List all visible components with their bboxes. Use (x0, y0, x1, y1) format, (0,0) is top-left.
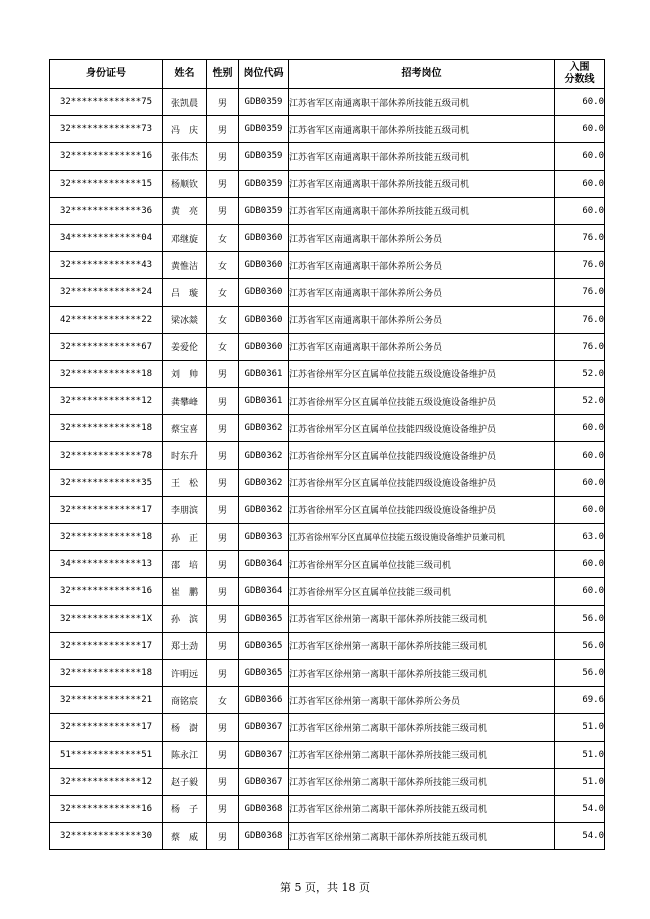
cell-name: 崔 鹏 (163, 578, 207, 605)
cell-code: GDB0366 (239, 687, 289, 714)
cell-score: 51.0 (555, 714, 605, 741)
cell-position: 江苏省军区南通离职干部休养所技能五级司机 (289, 89, 555, 116)
cell-position: 江苏省军区南通离职干部休养所技能五级司机 (289, 116, 555, 143)
cell-gender: 男 (207, 795, 239, 822)
cell-id: 32*************18 (50, 524, 163, 551)
cell-position: 江苏省徐州军分区直属单位技能三级司机 (289, 551, 555, 578)
table-row (50, 496, 605, 523)
table-row (50, 388, 605, 415)
cell-position: 江苏省军区南通离职干部休养所公务员 (289, 279, 555, 306)
cell-code: GDB0365 (239, 605, 289, 632)
cell-gender: 男 (207, 496, 239, 523)
table-row (50, 306, 605, 333)
cell-code: GDB0362 (239, 496, 289, 523)
table-row (50, 197, 605, 224)
cell-position: 江苏省军区徐州第二离职干部休养所技能三级司机 (289, 741, 555, 768)
header-score-line2: 分数线 (564, 74, 595, 85)
table-row (50, 687, 605, 714)
cell-score: 60.0 (555, 469, 605, 496)
table-row (50, 768, 605, 795)
cell-gender: 男 (207, 823, 239, 850)
cell-code: GDB0367 (239, 741, 289, 768)
cell-name: 刘 帅 (163, 360, 207, 387)
cell-code: GDB0359 (239, 116, 289, 143)
header-name: 姓名 (163, 60, 207, 89)
cell-name: 梁冰燚 (163, 306, 207, 333)
cell-score: 56.0 (555, 605, 605, 632)
cell-name: 张伟杰 (163, 143, 207, 170)
cell-position: 江苏省军区南通离职干部休养所公务员 (289, 252, 555, 279)
table-header-row (50, 60, 605, 89)
cell-gender: 男 (207, 442, 239, 469)
cell-id: 32*************24 (50, 279, 163, 306)
cell-gender: 男 (207, 741, 239, 768)
table-row (50, 333, 605, 360)
cell-id: 51*************51 (50, 741, 163, 768)
cell-name: 孙 正 (163, 524, 207, 551)
cell-position: 江苏省军区南通离职干部休养所技能五级司机 (289, 197, 555, 224)
cell-code: GDB0360 (239, 252, 289, 279)
cell-id: 32*************16 (50, 578, 163, 605)
cell-code: GDB0367 (239, 714, 289, 741)
cell-score: 54.0 (555, 823, 605, 850)
cell-score: 60.0 (555, 89, 605, 116)
cell-position: 江苏省军区徐州第一离职干部休养所公务员 (289, 687, 555, 714)
cell-id: 32*************12 (50, 388, 163, 415)
cell-code: GDB0359 (239, 89, 289, 116)
table-row (50, 551, 605, 578)
cell-code: GDB0360 (239, 306, 289, 333)
cell-score: 51.0 (555, 768, 605, 795)
cell-gender: 女 (207, 279, 239, 306)
header-code: 岗位代码 (239, 60, 289, 89)
cell-id: 32*************36 (50, 197, 163, 224)
table-row (50, 442, 605, 469)
cell-score: 56.0 (555, 659, 605, 686)
cell-name: 杨 澍 (163, 714, 207, 741)
cell-position: 江苏省军区南通离职干部休养所公务员 (289, 333, 555, 360)
table-row (50, 632, 605, 659)
cell-name: 陈永江 (163, 741, 207, 768)
header-id: 身份证号 (50, 60, 163, 89)
cell-gender: 男 (207, 89, 239, 116)
table-row (50, 170, 605, 197)
table-row (50, 224, 605, 251)
cell-gender: 女 (207, 224, 239, 251)
cell-position: 江苏省军区南通离职干部休养所技能五级司机 (289, 143, 555, 170)
cell-position: 江苏省徐州军分区直属单位技能四级设施设备维护员 (289, 415, 555, 442)
table-row (50, 605, 605, 632)
cell-score: 54.0 (555, 795, 605, 822)
cell-code: GDB0368 (239, 795, 289, 822)
cell-name: 黄 亮 (163, 197, 207, 224)
cell-code: GDB0361 (239, 360, 289, 387)
cell-gender: 男 (207, 551, 239, 578)
cell-gender: 男 (207, 659, 239, 686)
cell-code: GDB0359 (239, 170, 289, 197)
cell-name: 邵 培 (163, 551, 207, 578)
cell-id: 32*************18 (50, 360, 163, 387)
cell-gender: 男 (207, 768, 239, 795)
cell-score: 60.0 (555, 551, 605, 578)
cell-score: 60.0 (555, 578, 605, 605)
header-position: 招考岗位 (289, 60, 555, 89)
cell-id: 32*************78 (50, 442, 163, 469)
cell-gender: 女 (207, 333, 239, 360)
cell-code: GDB0365 (239, 659, 289, 686)
cell-gender: 男 (207, 360, 239, 387)
cell-name: 许明远 (163, 659, 207, 686)
cell-position: 江苏省军区南通离职干部休养所技能五级司机 (289, 170, 555, 197)
cell-name: 杨 子 (163, 795, 207, 822)
cell-name: 张凯晨 (163, 89, 207, 116)
table-row (50, 823, 605, 850)
table-row (50, 659, 605, 686)
cell-position: 江苏省军区南通离职干部休养所公务员 (289, 306, 555, 333)
cell-code: GDB0362 (239, 442, 289, 469)
cell-id: 32*************73 (50, 116, 163, 143)
cell-code: GDB0363 (239, 524, 289, 551)
cell-position: 江苏省徐州军分区直属单位技能四级设施设备维护员 (289, 469, 555, 496)
table-row (50, 714, 605, 741)
cell-score: 56.0 (555, 632, 605, 659)
cell-position: 江苏省徐州军分区直属单位技能四级设施设备维护员 (289, 442, 555, 469)
cell-position: 江苏省徐州军分区直属单位技能五级设施设备维护员兼司机 (289, 524, 555, 551)
cell-code: GDB0368 (239, 823, 289, 850)
cell-id: 32*************35 (50, 469, 163, 496)
cell-gender: 女 (207, 252, 239, 279)
cell-position: 江苏省徐州军分区直属单位技能四级设施设备维护员 (289, 496, 555, 523)
cell-code: GDB0364 (239, 551, 289, 578)
cell-name: 蔡 威 (163, 823, 207, 850)
cell-code: GDB0362 (239, 415, 289, 442)
cell-gender: 男 (207, 415, 239, 442)
cell-score: 60.0 (555, 496, 605, 523)
cell-code: GDB0359 (239, 197, 289, 224)
cell-id: 32*************16 (50, 795, 163, 822)
cell-id: 32*************15 (50, 170, 163, 197)
table-row (50, 578, 605, 605)
cell-position: 江苏省徐州军分区直属单位技能三级司机 (289, 578, 555, 605)
cell-gender: 女 (207, 306, 239, 333)
cell-gender: 男 (207, 388, 239, 415)
cell-position: 江苏省军区徐州第一离职干部休养所技能三级司机 (289, 632, 555, 659)
cell-name: 黄惟洁 (163, 252, 207, 279)
table-row (50, 741, 605, 768)
cell-name: 杨顺钦 (163, 170, 207, 197)
cell-position: 江苏省徐州军分区直属单位技能五级设施设备维护员 (289, 388, 555, 415)
table-row (50, 360, 605, 387)
cell-position: 江苏省军区徐州第二离职干部休养所技能三级司机 (289, 768, 555, 795)
cell-position: 江苏省军区徐州第二离职干部休养所技能五级司机 (289, 823, 555, 850)
cell-id: 32*************43 (50, 252, 163, 279)
cell-score: 60.0 (555, 116, 605, 143)
cell-gender: 男 (207, 116, 239, 143)
cell-code: GDB0360 (239, 333, 289, 360)
table-row (50, 89, 605, 116)
cell-position: 江苏省徐州军分区直属单位技能五级设施设备维护员 (289, 360, 555, 387)
cell-position: 江苏省军区南通离职干部休养所公务员 (289, 224, 555, 251)
table-row (50, 143, 605, 170)
cell-gender: 男 (207, 578, 239, 605)
cell-name: 孙 滨 (163, 605, 207, 632)
cell-score: 60.0 (555, 170, 605, 197)
cell-name: 商铭宸 (163, 687, 207, 714)
results-table (49, 59, 605, 850)
cell-name: 吕 璇 (163, 279, 207, 306)
cell-gender: 女 (207, 687, 239, 714)
cell-id: 32*************1X (50, 605, 163, 632)
cell-id: 32*************17 (50, 714, 163, 741)
cell-score: 60.0 (555, 442, 605, 469)
cell-id: 34*************04 (50, 224, 163, 251)
cell-gender: 男 (207, 197, 239, 224)
page-footer: 第 5 页，共 18 页 (280, 881, 370, 894)
cell-id: 32*************75 (50, 89, 163, 116)
cell-name: 时东升 (163, 442, 207, 469)
cell-name: 赵子毅 (163, 768, 207, 795)
cell-score: 76.0 (555, 306, 605, 333)
cell-id: 32*************17 (50, 632, 163, 659)
cell-id: 32*************18 (50, 415, 163, 442)
table-body (50, 89, 605, 850)
cell-code: GDB0367 (239, 768, 289, 795)
cell-score: 63.0 (555, 524, 605, 551)
cell-score: 76.0 (555, 224, 605, 251)
table-row (50, 524, 605, 551)
cell-gender: 男 (207, 524, 239, 551)
cell-name: 李朋滨 (163, 496, 207, 523)
cell-id: 32*************12 (50, 768, 163, 795)
table-row (50, 795, 605, 822)
cell-score: 76.0 (555, 252, 605, 279)
cell-name: 冯 庆 (163, 116, 207, 143)
cell-score: 69.6 (555, 687, 605, 714)
cell-code: GDB0360 (239, 224, 289, 251)
cell-name: 郑士劲 (163, 632, 207, 659)
cell-id: 32*************17 (50, 496, 163, 523)
cell-id: 32*************16 (50, 143, 163, 170)
cell-code: GDB0361 (239, 388, 289, 415)
cell-score: 52.0 (555, 388, 605, 415)
cell-code: GDB0365 (239, 632, 289, 659)
cell-gender: 男 (207, 469, 239, 496)
cell-score: 60.0 (555, 197, 605, 224)
cell-score: 76.0 (555, 279, 605, 306)
table-row (50, 279, 605, 306)
table-row (50, 116, 605, 143)
cell-code: GDB0359 (239, 143, 289, 170)
cell-name: 王 松 (163, 469, 207, 496)
table-row (50, 469, 605, 496)
cell-score: 60.0 (555, 143, 605, 170)
cell-id: 32*************30 (50, 823, 163, 850)
cell-id: 32*************21 (50, 687, 163, 714)
cell-score: 76.0 (555, 333, 605, 360)
cell-score: 60.0 (555, 415, 605, 442)
table-row (50, 252, 605, 279)
cell-score: 52.0 (555, 360, 605, 387)
header-gender: 性别 (207, 60, 239, 89)
cell-name: 姜爱伦 (163, 333, 207, 360)
cell-position: 江苏省军区徐州第二离职干部休养所技能三级司机 (289, 714, 555, 741)
cell-position: 江苏省军区徐州第一离职干部休养所技能三级司机 (289, 605, 555, 632)
cell-code: GDB0362 (239, 469, 289, 496)
header-score-line1: 入围 (569, 62, 590, 73)
table-row (50, 415, 605, 442)
cell-position: 江苏省军区徐州第二离职干部休养所技能五级司机 (289, 795, 555, 822)
cell-id: 34*************13 (50, 551, 163, 578)
cell-gender: 男 (207, 143, 239, 170)
cell-name: 蔡宝喜 (163, 415, 207, 442)
cell-code: GDB0364 (239, 578, 289, 605)
cell-gender: 男 (207, 605, 239, 632)
cell-name: 龚攀峰 (163, 388, 207, 415)
cell-name: 邓继旋 (163, 224, 207, 251)
cell-score: 51.0 (555, 741, 605, 768)
cell-id: 42*************22 (50, 306, 163, 333)
cell-gender: 男 (207, 714, 239, 741)
cell-code: GDB0360 (239, 279, 289, 306)
cell-gender: 男 (207, 170, 239, 197)
cell-gender: 男 (207, 632, 239, 659)
cell-position: 江苏省军区徐州第一离职干部休养所技能三级司机 (289, 659, 555, 686)
cell-id: 32*************67 (50, 333, 163, 360)
header-score (555, 60, 605, 89)
cell-id: 32*************18 (50, 659, 163, 686)
